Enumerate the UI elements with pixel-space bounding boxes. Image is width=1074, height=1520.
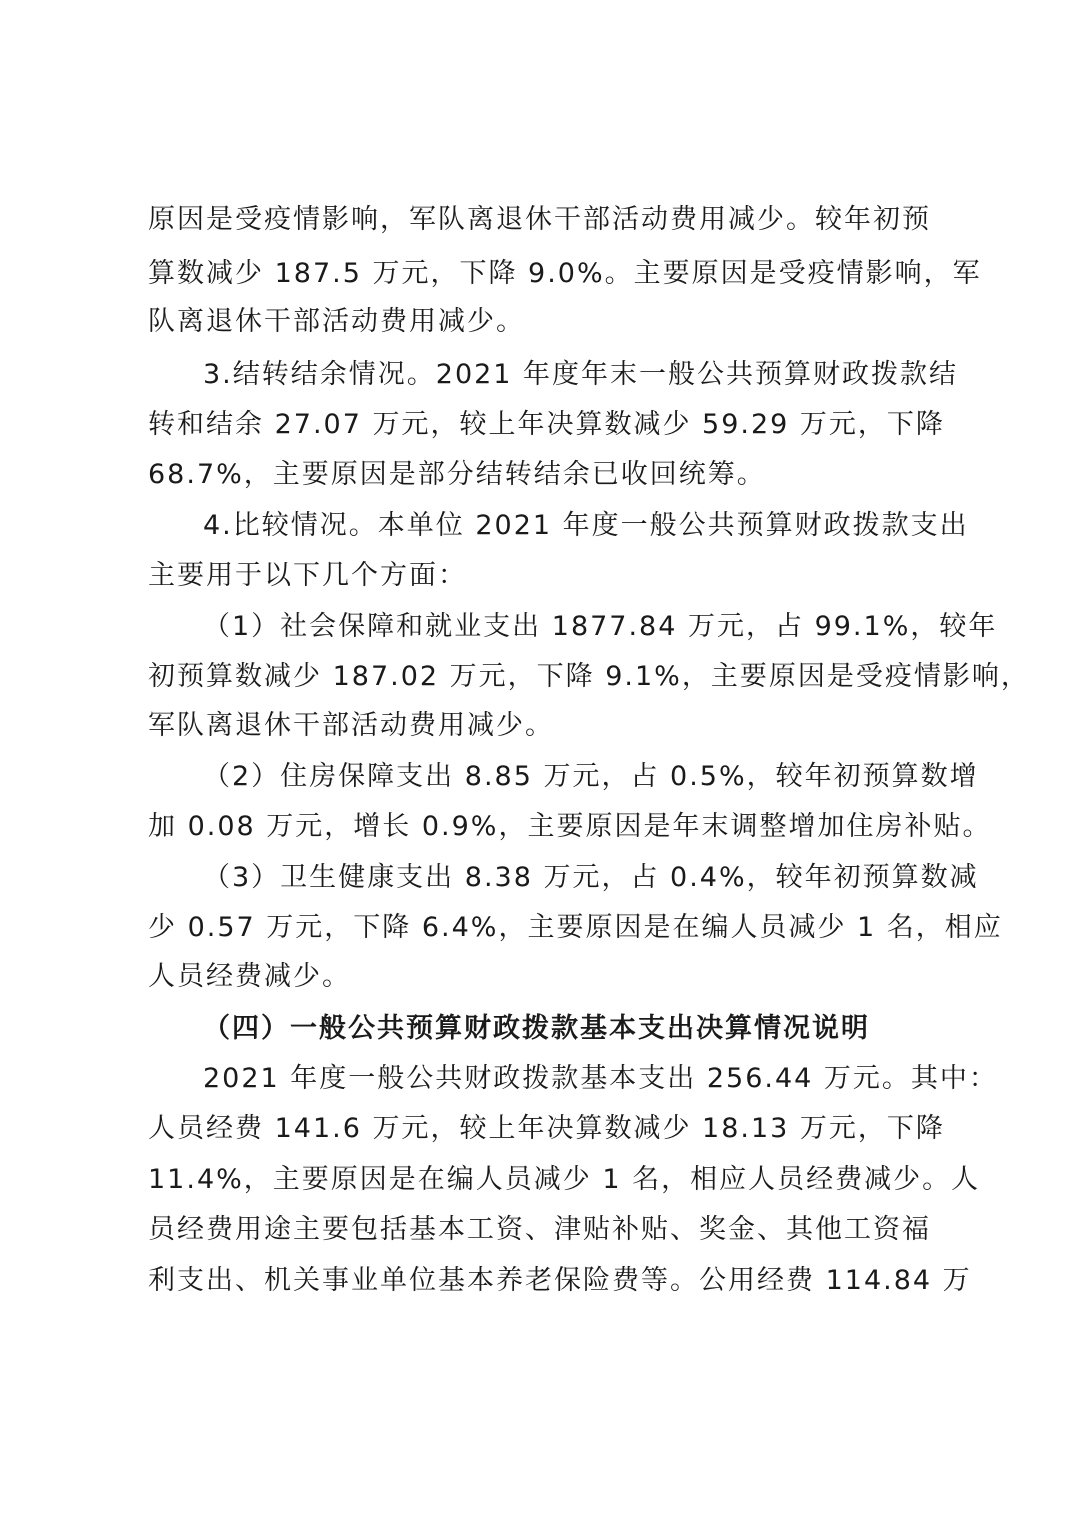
text-line: 少 0.57 万元，下降 6.4%，主要原因是在编人员减少 1 名，相应	[148, 912, 1003, 943]
text-line: 算数减少 187.5 万元，下降 9.0%。主要原因是受疫情影响，军	[148, 258, 982, 289]
text-line: 2021 年度一般公共财政拨款基本支出 256.44 万元。其中：	[203, 1063, 998, 1094]
text-line: （3）卫生健康支出 8.38 万元，占 0.4%，较年初预算数减	[203, 862, 979, 893]
text-line: 军队离退休干部活动费用减少。	[148, 710, 554, 741]
text-line: 利支出、机关事业单位基本养老保险费等。公用经费 114.84 万	[148, 1265, 972, 1296]
text-line: 68.7%，主要原因是部分结转结余已收回统筹。	[148, 459, 766, 490]
text-line: 主要用于以下几个方面：	[148, 560, 467, 591]
text-line: 原因是受疫情影响，军队离退休干部活动费用减少。较年初预	[148, 204, 931, 235]
text-line: 3.结转结余情况。2021 年度年末一般公共预算财政拨款结	[203, 359, 959, 390]
text-line: 转和结余 27.07 万元，较上年决算数减少 59.29 万元，下降	[148, 409, 945, 440]
text-line: 11.4%，主要原因是在编人员减少 1 名，相应人员经费减少。人	[148, 1164, 981, 1195]
text-line: 员经费用途主要包括基本工资、津贴补贴、奖金、其他工资福	[148, 1214, 931, 1245]
text-line: 初预算数减少 187.02 万元，下降 9.1%，主要原因是受疫情影响，	[148, 661, 1030, 692]
text-line: 队离退休干部活动费用减少。	[148, 306, 525, 337]
text-line: 人员经费 141.6 万元，较上年决算数减少 18.13 万元，下降	[148, 1113, 945, 1144]
text-line: 4.比较情况。本单位 2021 年度一般公共预算财政拨款支出	[203, 510, 969, 541]
text-line: 人员经费减少。	[148, 961, 351, 992]
text-line: （2）住房保障支出 8.85 万元，占 0.5%，较年初预算数增	[203, 761, 979, 792]
section-heading: （四）一般公共预算财政拨款基本支出决算情况说明	[203, 1013, 870, 1044]
text-line: 加 0.08 万元，增长 0.9%，主要原因是年末调整增加住房补贴。	[148, 811, 992, 842]
text-line: （1）社会保障和就业支出 1877.84 万元，占 99.1%，较年	[203, 611, 998, 642]
